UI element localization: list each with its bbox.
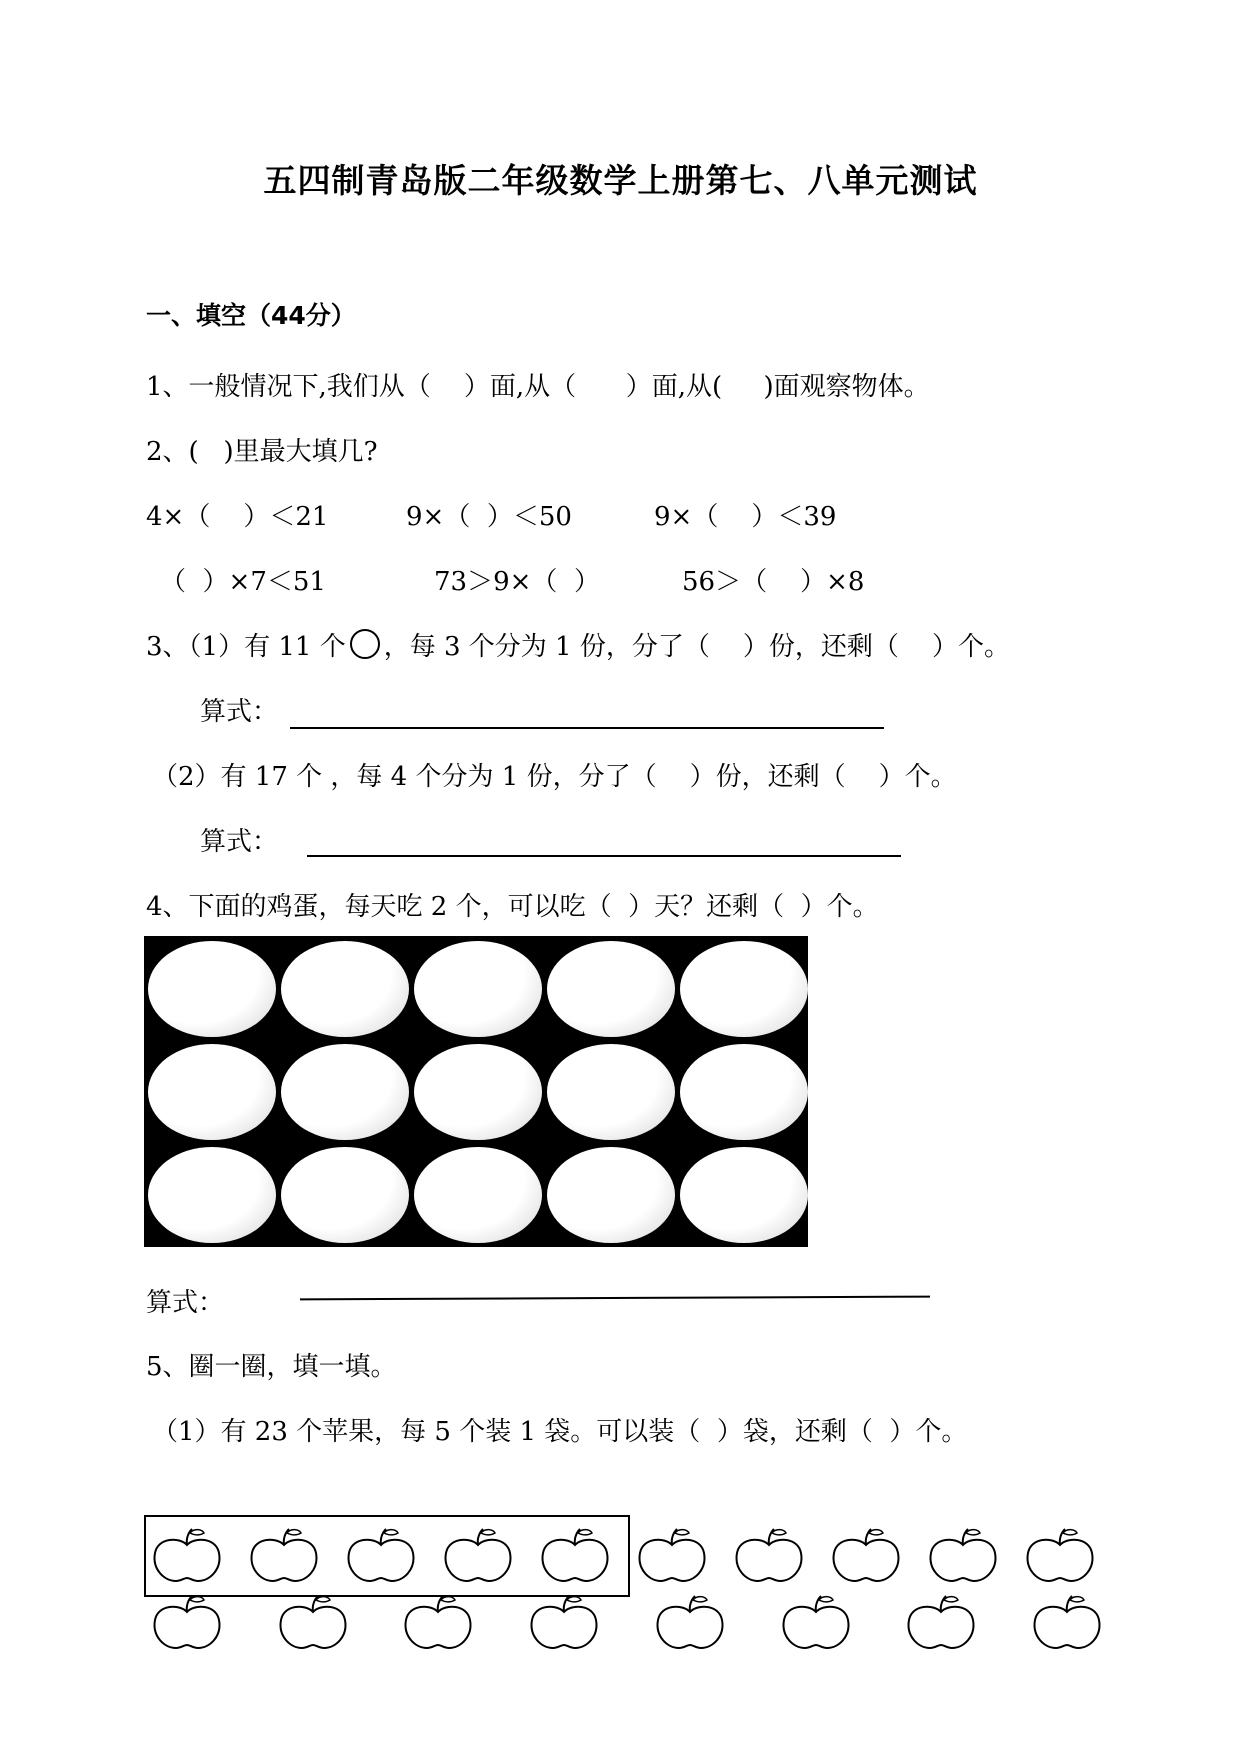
egg-icon [148, 1147, 276, 1243]
apple-icon [904, 1592, 978, 1654]
question-2-item: 56＞（ ）×8 [682, 567, 865, 597]
egg-icon [414, 1044, 542, 1140]
egg-icon [414, 941, 542, 1037]
question-4: 4、下面的鸡蛋，每天吃 2 个，可以吃（ ）天？还剩（ ）个。 [146, 892, 879, 922]
question-3-1-suffix: ，每 3 个分为 1 份，分了（ ）份，还剩（ ）个。 [383, 632, 1010, 662]
answer-line [307, 855, 901, 857]
egg-icon [680, 1147, 808, 1243]
question-3-2: （2）有 17 个 ，每 4 个分为 1 份，分了（ ）份，还剩（ ）个。 [152, 762, 957, 792]
egg-icon [281, 941, 409, 1037]
answer-line [290, 727, 884, 729]
formula-label: 算式： [200, 697, 279, 727]
question-2-item: 9×（ ）＜39 [654, 502, 837, 532]
apple-icon [527, 1592, 601, 1654]
page-title: 五四制青岛版二年级数学上册第七、八单元测试 [263, 161, 978, 200]
apple-icon [635, 1525, 709, 1587]
egg-icon [547, 941, 675, 1037]
egg-icon [148, 941, 276, 1037]
egg-icon [680, 1044, 808, 1140]
apple-icon [401, 1592, 475, 1654]
section-heading: 一、填空（44分） [146, 301, 356, 330]
apple-icon [829, 1525, 903, 1587]
egg-picture [144, 936, 808, 1247]
egg-icon [680, 941, 808, 1037]
apple-icon [732, 1525, 806, 1587]
formula-label: 算式： [146, 1288, 225, 1318]
answer-line [300, 1296, 930, 1301]
apple-icon [276, 1592, 350, 1654]
circle-icon [350, 629, 380, 659]
apple-icon [150, 1592, 224, 1654]
question-2-item: （ ）×7＜51 [160, 567, 326, 597]
egg-icon [148, 1044, 276, 1140]
apple-icon [779, 1592, 853, 1654]
question-2: 2、( )里最大填几? [146, 437, 378, 467]
question-5-1: （1）有 23 个苹果，每 5 个装 1 袋。可以装（ ）袋，还剩（ ）个。 [152, 1417, 968, 1447]
formula-label: 算式： [200, 827, 279, 857]
egg-icon [547, 1044, 675, 1140]
egg-icon [547, 1147, 675, 1243]
egg-icon [414, 1147, 542, 1243]
bag-circle-box [144, 1515, 630, 1597]
question-3-1 [146, 626, 1010, 663]
egg-icon [281, 1147, 409, 1243]
question-3-1-prefix: 3、（1）有 11 个 [146, 632, 346, 662]
question-5: 5、圈一圈，填一填。 [146, 1352, 397, 1382]
question-2-item: 73＞9×（ ） [434, 567, 600, 597]
egg-icon [281, 1044, 409, 1140]
apple-icon [1023, 1525, 1097, 1587]
apple-icon [653, 1592, 727, 1654]
question-2-item: 4×（ ）＜21 [146, 502, 329, 532]
question-2-item: 9×（ ）＜50 [406, 502, 572, 532]
question-1: 1、一般情况下,我们从（ ）面,从（ ）面,从( )面观察物体。 [146, 372, 930, 402]
apple-icon [1030, 1592, 1104, 1654]
apple-icon [926, 1525, 1000, 1587]
